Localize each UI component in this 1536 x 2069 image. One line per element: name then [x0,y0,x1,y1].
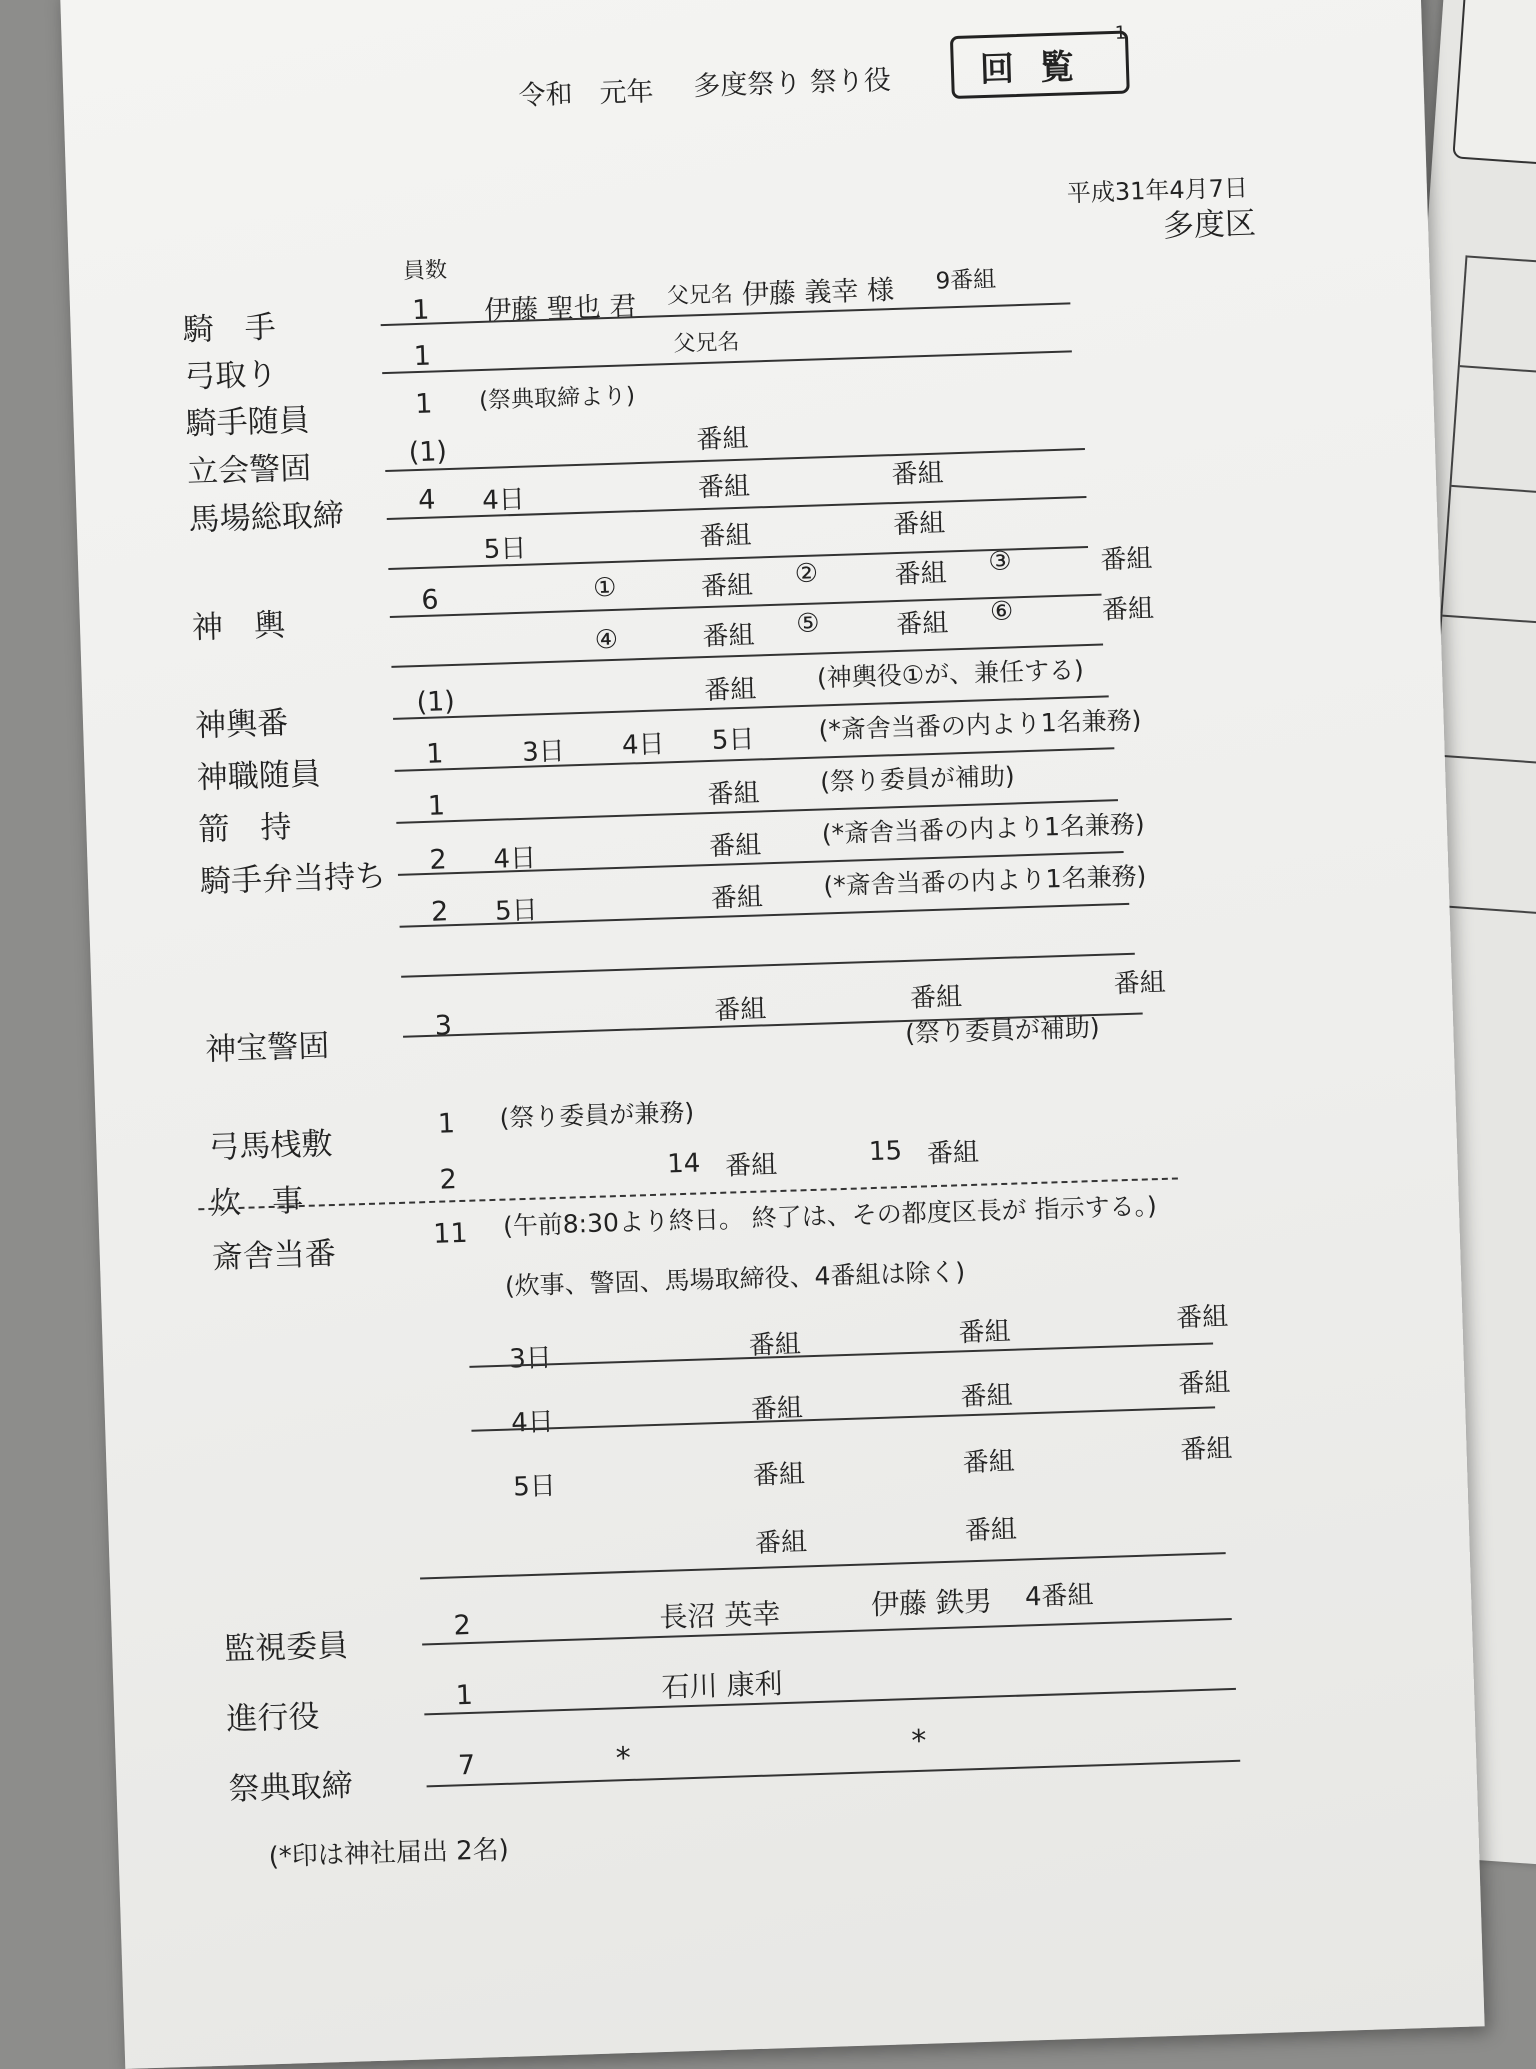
group-field: 番組 [1179,1433,1233,1466]
circled-number: ⑥ [989,596,1014,628]
role-note: (祭典取締より) [478,383,636,415]
day-label: 5日 [483,533,527,565]
role-count: 2 [453,1609,472,1642]
role-count: 2 [430,896,449,928]
role-count: 2 [439,1164,458,1196]
role-count: 2 [429,844,448,876]
group-field: 番組 [926,1137,980,1170]
group-field: 番組 [1113,967,1167,1000]
role-count: 1 [427,790,446,822]
role-note: (*斎舎当番の内より1名兼務) [818,705,1142,745]
title-era: 令和 元年 [518,76,654,112]
row-line [422,1618,1232,1645]
group-field: 番組 [909,982,963,1014]
role-label: 神職随員 [196,756,322,797]
group-field: 番組 [724,1150,778,1182]
role-label: 騎手随員 [185,402,311,443]
day-label: 4日 [510,1407,555,1439]
count-column-header: 員数 [402,257,448,285]
group-field: 番組 [960,1380,1014,1413]
role-label: 監視委員 [223,1627,349,1668]
group-field: 番組 [752,1459,806,1491]
role-note: (祭り委員が補助) [819,761,1016,797]
role-count: 1 [413,340,432,373]
role-count: 1 [455,1679,474,1712]
row-line [420,1552,1226,1579]
document-page [60,0,1485,2069]
circled-number: ② [794,558,819,590]
group-field: 番組 [894,558,948,591]
role-label: 弓取り [183,356,278,396]
role-label: 箭 持 [197,809,292,849]
parent-label: 父兄名 [666,282,734,310]
group-number: 4番組 [1024,1580,1094,1613]
district-name: 多度区 [1162,205,1257,245]
day-label: 3日 [521,736,566,768]
role-label: 騎 手 [182,309,277,349]
circled-number: ④ [594,624,619,656]
group-field: 番組 [895,608,949,641]
group-number: 9番組 [935,266,997,295]
parent-name: 伊藤 義幸 様 [741,274,895,311]
footnote: (*印は神社届出 2名) [268,1834,510,1873]
role-note: (祭り委員が補助) [904,1012,1101,1048]
page-number: 1 [1114,22,1127,44]
role-count: 11 [432,1217,469,1250]
row-line [427,1760,1241,1788]
group-field: 番組 [710,882,764,914]
group-field: 番組 [892,508,946,541]
role-label: 進行役 [225,1698,320,1738]
role-label: 斎舎当番 [211,1235,337,1276]
role-label: 神宝警固 [204,1028,330,1068]
circled-number: ① [592,572,617,604]
asterisk-mark: * [910,1723,927,1760]
role-label: 炊 事 [209,1182,304,1222]
group-field: 番組 [1175,1301,1229,1334]
duty-note: (炊事、警固、馬場取締役、4番組は除く) [504,1257,966,1301]
group-field: 番組 [708,830,762,863]
group-field: 番組 [964,1514,1018,1547]
role-count: 1 [414,388,433,421]
group-number: 14 [666,1148,701,1180]
group-field: 番組 [1101,593,1155,626]
row-line [471,1406,1215,1431]
day-label: 5日 [512,1471,557,1503]
member-name: 伊藤 鉄男 [870,1584,993,1622]
member-name: 長沼 英幸 [658,1597,781,1634]
day-label: 4日 [481,484,526,516]
group-field: 番組 [695,423,749,456]
day-label: 3日 [508,1343,553,1375]
group-field: 番組 [699,520,752,553]
group-field: 番組 [1099,543,1153,576]
row-line [424,1688,1236,1716]
group-field: 番組 [750,1393,804,1425]
day-label: 4日 [493,843,537,875]
circled-number: ③ [987,546,1013,578]
member-name: 石川 康利 [661,1667,783,1704]
role-count: 4 [417,484,436,516]
role-note: (神輿役①が、兼任する) [816,655,1085,693]
group-field: 番組 [958,1316,1012,1349]
group-field: 番組 [1177,1367,1231,1400]
rider-name: 伊藤 聖也 君 [483,291,637,327]
day-label: 5日 [711,724,755,756]
row-line [469,1342,1213,1367]
group-field: 番組 [748,1329,802,1362]
role-label: 弓馬桟敷 [207,1126,333,1166]
group-field: 番組 [697,471,751,504]
circulate-stamp: 回覧 [950,30,1130,99]
circled-number: ⑤ [795,608,821,640]
role-label: 神輿番 [194,705,289,745]
group-field: 番組 [962,1446,1016,1479]
group-field: 番組 [703,674,757,707]
role-note: (祭り委員が兼務) [499,1097,695,1133]
day-label: 4日 [621,729,666,761]
role-count: 3 [434,1010,453,1042]
role-count: 7 [457,1749,476,1782]
background-illustration [1452,0,1536,170]
group-field: 番組 [891,458,945,491]
group-field: 番組 [700,570,754,603]
duty-note: (午前8:30より終日。 終了は、その都度区長が 指示する。) [502,1191,1158,1241]
parent-label: 父兄名 [673,329,740,357]
group-field: 番組 [707,778,761,811]
issue-date: 平成31年4月7日 [1066,173,1249,208]
role-count: 6 [420,584,440,616]
row-line [401,953,1135,978]
role-count: 1 [411,294,430,327]
role-count: (1) [416,685,456,719]
group-field: 番組 [754,1527,808,1559]
day-label: 5日 [494,895,539,927]
group-field: 番組 [702,620,756,653]
role-count: 1 [425,738,444,770]
title-event: 多度祭り 祭り役 [692,64,892,103]
group-field: 番組 [713,994,767,1026]
role-label: 馬場総取締 [188,497,345,539]
role-label: 立会警固 [186,450,312,491]
role-note: (*斎舎当番の内より1名兼務) [823,861,1147,901]
group-number: 15 [868,1136,903,1168]
role-count: 1 [437,1108,456,1140]
role-label: 祭典取締 [228,1767,354,1808]
role-count: (1) [408,436,448,469]
role-note: (*斎舎当番の内より1名兼務) [821,809,1146,849]
role-label: 騎手弁当持ち [199,858,387,901]
role-label: 神 輿 [191,607,286,647]
asterisk-mark: * [615,1740,632,1777]
